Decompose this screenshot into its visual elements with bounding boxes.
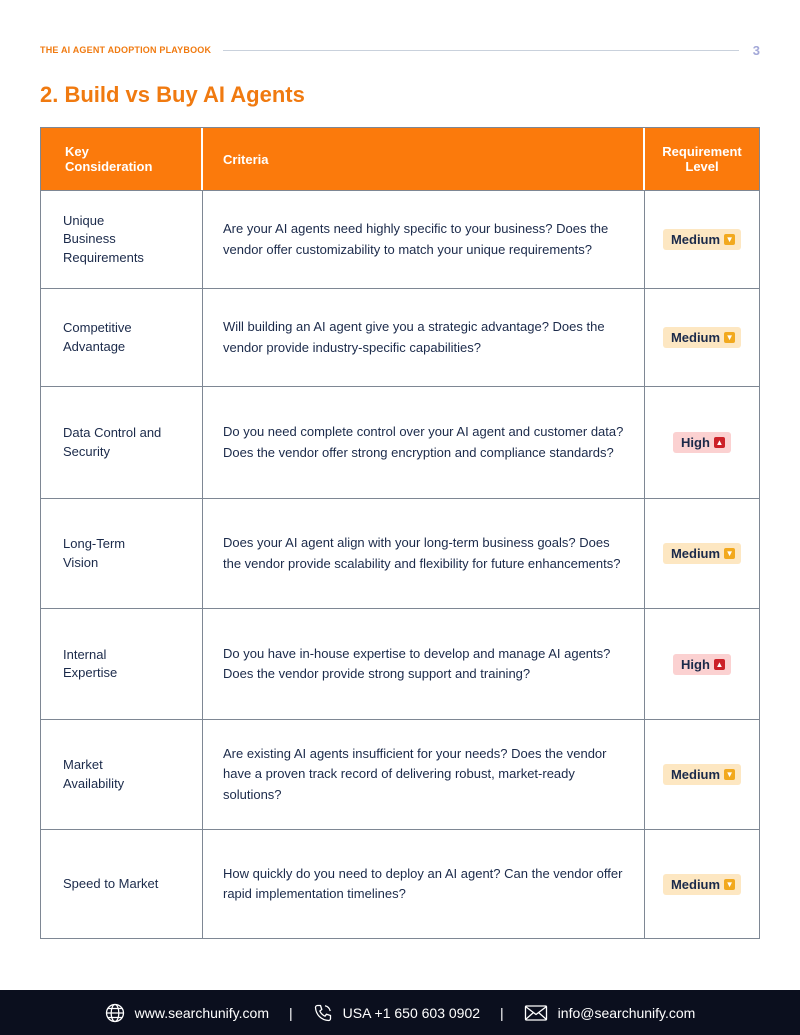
criteria-text: Will building an AI agent give you a strategic advantage? Does the vendor provide industry-specific capabilities?: [223, 319, 605, 355]
consideration-cell: [41, 387, 203, 498]
website-text: www.searchunify.com: [134, 1004, 269, 1021]
phone-text: USA +1 650 603 0902: [342, 1004, 481, 1021]
table-header-row: [41, 128, 759, 190]
footer-separator: |: [500, 1004, 504, 1021]
criteria-text: How quickly do you need to deploy an AI agent? Can the vendor offer rapid implementation timelines?: [223, 865, 623, 901]
page-number: 3: [752, 42, 760, 58]
running-title: THE AI AGENT ADOPTION PLAYBOOK: [40, 45, 212, 55]
consideration-text: Long-Term Vision: [63, 536, 126, 570]
requirement-level-cell: [645, 609, 759, 719]
consideration-text: Data Control and Security: [63, 425, 162, 459]
mail-icon: [524, 1004, 548, 1022]
footer-email[interactable]: [524, 1004, 696, 1022]
phone-icon: [313, 1003, 333, 1023]
footer-bar: [0, 990, 800, 1035]
email-text: info@searchunify.com: [557, 1004, 696, 1021]
consideration-cell: [41, 720, 203, 829]
requirement-level-badge: [663, 543, 741, 564]
requirement-level-text: Medium: [670, 767, 721, 782]
requirement-level-badge: [663, 229, 741, 250]
requirement-level-text: Medium: [670, 546, 721, 561]
consideration-text: Unique Business Requirements: [63, 212, 144, 265]
consideration-cell: [41, 191, 203, 288]
arrow-up-icon: ▲: [715, 659, 724, 669]
criteria-cell: [203, 289, 645, 386]
consideration-text: Speed to Market: [63, 875, 159, 891]
requirement-level-badge: [663, 874, 741, 895]
criteria-cell: [203, 830, 645, 938]
build-vs-buy-table: [40, 127, 760, 939]
table-row: [41, 190, 759, 288]
arrow-down-icon: ▼: [725, 333, 734, 342]
requirement-level-text: Medium: [670, 232, 721, 247]
requirement-level-cell: [645, 830, 759, 938]
requirement-level-text: High: [681, 435, 710, 450]
criteria-cell: [203, 387, 645, 498]
requirement-level-text: Medium: [670, 876, 721, 892]
requirement-level-badge: [673, 432, 731, 453]
requirement-level-text: High: [681, 656, 710, 672]
criteria-text: Do you need complete control over your AI agent and customer data? Does the vendor offer strong encryption and compliance standards?: [223, 424, 624, 460]
section-title: 2. Build vs Buy AI Agents: [40, 82, 305, 107]
requirement-level-cell: [645, 720, 759, 829]
criteria-cell: [203, 191, 645, 288]
table-row: [41, 719, 759, 829]
table-body: [41, 190, 759, 938]
consideration-text: Market Availability: [63, 757, 125, 791]
criteria-text: Are your AI agents need highly specific to your business? Does the vendor offer customizability to match your unique requirements?: [223, 221, 609, 257]
table-row: [41, 608, 759, 719]
arrow-down-icon: ▼: [725, 235, 734, 244]
requirement-level-cell: [645, 289, 759, 386]
arrow-down-icon: ▼: [725, 879, 734, 889]
criteria-cell: [203, 720, 645, 829]
arrow-down-icon: ▼: [725, 770, 734, 779]
consideration-cell: [41, 289, 203, 386]
requirement-level-badge: [673, 654, 731, 675]
arrow-down-icon: ▼: [725, 549, 734, 558]
table-row: [41, 386, 759, 498]
requirement-level-badge: [663, 327, 741, 348]
arrow-up-icon: ▲: [715, 438, 724, 447]
footer-website[interactable]: [105, 1003, 269, 1023]
requirement-level-cell: [645, 191, 759, 288]
criteria-cell: [203, 499, 645, 608]
criteria-text: Are existing AI agents insufficient for your needs? Does the vendor have a proven track record of delivering robust, market-ready solutions?: [223, 745, 607, 802]
consideration-cell: [41, 830, 203, 938]
header-divider: [223, 50, 739, 51]
footer-separator: |: [288, 1004, 293, 1021]
consideration-text: Internal Expertise: [63, 646, 118, 680]
requirement-level-text: Medium: [670, 330, 721, 345]
footer-phone[interactable]: [313, 1003, 480, 1023]
consideration-text: Competitive Advantage: [63, 320, 132, 354]
consideration-cell: [41, 499, 203, 608]
table-row: [41, 498, 759, 608]
column-header-requirement-level: Requirement Level: [662, 144, 742, 174]
table-row: [41, 288, 759, 386]
consideration-cell: [41, 609, 203, 719]
column-header-criteria: Criteria: [203, 128, 645, 190]
running-header: [40, 42, 760, 58]
column-header-consideration: Key Consideration: [41, 128, 203, 190]
requirement-level-cell: [645, 499, 759, 608]
requirement-level-cell: [645, 387, 759, 498]
criteria-text: Do you have in-house expertise to develop and manage AI agents? Does the vendor provide strong support and training?: [223, 645, 611, 681]
table-row: [41, 829, 759, 938]
criteria-text: Does your AI agent align with your long-term business goals? Does the vendor provide scalability and flexibility for future enhancements?: [223, 535, 621, 571]
requirement-level-badge: [663, 764, 741, 785]
criteria-cell: [203, 609, 645, 719]
globe-icon: [105, 1003, 125, 1023]
